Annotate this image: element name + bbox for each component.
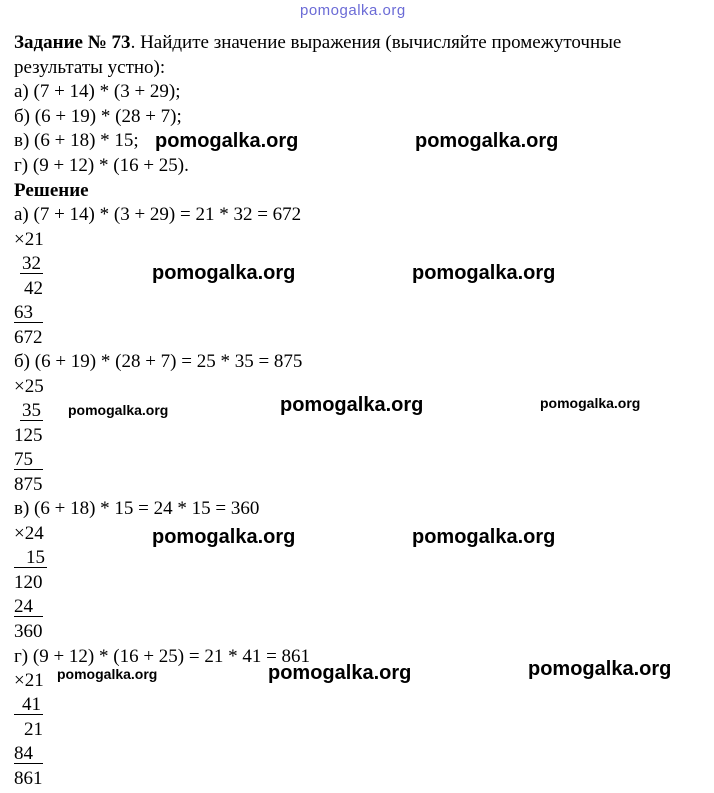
solution-b-expr: б) (6 + 19) * (28 + 7) = 25 * 35 = 875	[14, 351, 303, 372]
watermark: pomogalka.org	[152, 526, 296, 548]
watermark: pomogalka.org	[412, 262, 556, 284]
solution-c-expr: в) (6 + 18) * 15 = 24 * 15 = 360	[14, 498, 260, 519]
task-title-rest: . Найдите значение выражения (вычисляйте промежуточные	[130, 32, 622, 53]
solution-a-expr: а) (7 + 14) * (3 + 29) = 21 * 32 = 672	[14, 204, 302, 225]
watermark: pomogalka.org	[68, 402, 169, 418]
task-title-bold: Задание № 73	[14, 32, 131, 53]
solution-c-res: 360	[14, 621, 43, 642]
solution-d-p2: 84	[14, 743, 43, 765]
watermark: pomogalka.org	[57, 666, 158, 682]
solution-d-expr: г) (9 + 12) * (16 + 25) = 21 * 41 = 861	[14, 646, 311, 667]
task-item-d: г) (9 + 12) * (16 + 25).	[14, 155, 189, 176]
solution-a-m1: ×21	[14, 229, 44, 250]
task-item-a: а) (7 + 14) * (3 + 29);	[14, 81, 181, 102]
task-item-c: в) (6 + 18) * 15;	[14, 130, 139, 151]
solution-d-p1: 21	[24, 719, 43, 740]
watermark: pomogalka.org	[268, 662, 412, 684]
watermark: pomogalka.org	[540, 395, 641, 411]
solution-a-p2: 63	[14, 302, 43, 324]
solution-c-m1: ×24	[14, 523, 44, 544]
watermark: pomogalka.org	[528, 658, 672, 680]
watermark: pomogalka.org	[415, 130, 559, 152]
watermark: pomogalka.org	[155, 130, 299, 152]
solution-d-res: 861	[14, 768, 43, 789]
watermark: pomogalka.org	[152, 262, 296, 284]
solution-d-m2: 41	[14, 694, 43, 716]
task-item-b: б) (6 + 19) * (28 + 7);	[14, 106, 182, 127]
solution-b-res: 875	[14, 474, 43, 495]
task-title-cont: результаты устно):	[14, 57, 166, 78]
watermark-top: pomogalka.org	[300, 2, 406, 19]
solution-c-p2: 24	[14, 596, 43, 618]
solution-b-m2: 35	[22, 400, 41, 421]
solution-a-p1: 42	[24, 278, 43, 299]
solution-b-p2: 75	[14, 449, 43, 471]
solution-d-m1: ×21	[14, 670, 44, 691]
task-title	[14, 32, 621, 54]
solution-c-p1: 120	[14, 572, 43, 593]
solution-a-m2: 32	[22, 253, 41, 274]
solution-heading: Решение	[14, 180, 89, 201]
solution-c-m2: 15	[14, 547, 47, 569]
solution-a-res: 672	[14, 327, 43, 348]
watermark: pomogalka.org	[412, 526, 556, 548]
solution-b-p1: 125	[14, 425, 43, 446]
solution-b-m1: ×25	[14, 376, 44, 397]
watermark: pomogalka.org	[280, 394, 424, 416]
